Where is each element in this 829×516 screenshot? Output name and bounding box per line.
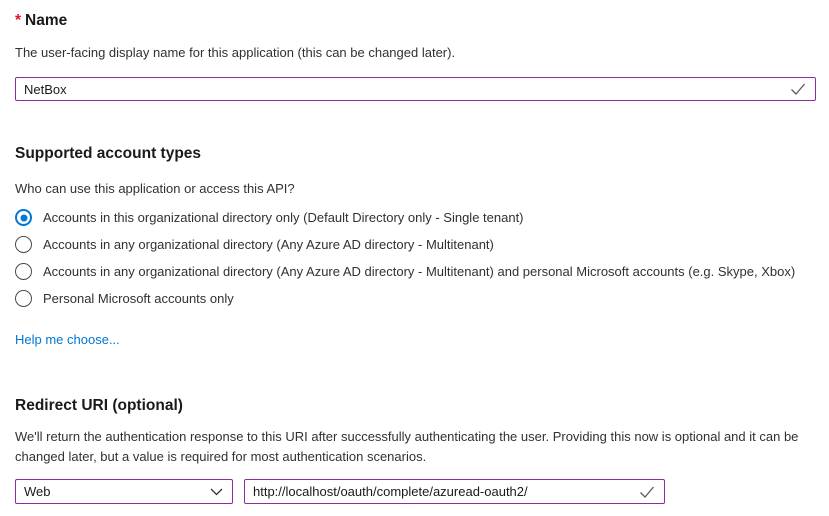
radio-button[interactable]: [15, 263, 32, 280]
name-description: The user-facing display name for this application (this can be changed later).: [15, 45, 456, 60]
chevron-down-icon: [210, 488, 223, 496]
name-title-text: Name: [25, 12, 68, 29]
radio-label: Personal Microsoft accounts only: [43, 290, 234, 306]
help-me-choose-link[interactable]: Help me choose...: [15, 332, 120, 347]
required-asterisk: *: [15, 12, 22, 29]
radio-label: Accounts in any organizational directory (Any Azure AD directory - Multitenant) and personal Microsoft accounts (e.g. Skype, Xbox): [43, 263, 796, 279]
redirect-uri-section-title: Redirect URI (optional): [15, 397, 183, 414]
radio-label: Accounts in any organizational directory (Any Azure AD directory - Multitenant): [43, 236, 494, 252]
account-types-section-title: Supported account types: [15, 145, 202, 162]
radio-button[interactable]: [15, 209, 32, 226]
platform-select[interactable]: [15, 479, 233, 504]
account-types-radio-group: [15, 209, 816, 307]
name-input[interactable]: [15, 77, 816, 101]
radio-option-single-tenant[interactable]: [15, 209, 816, 226]
name-section-title: [15, 10, 816, 31]
redirect-uri-value: http://localhost/oauth/complete/azuread-oauth2/: [253, 484, 528, 499]
account-types-question: Who can use this application or access this API?: [15, 181, 295, 196]
redirect-uri-description: We'll return the authentication response to this URI after successfully authenticating the user. Providing this now is optional and it can be changed later, but a value is required for most authentication scenarios.: [15, 429, 799, 464]
redirect-uri-row: [15, 479, 816, 504]
name-input-value: NetBox: [24, 81, 67, 97]
radio-option-personal-only[interactable]: [15, 290, 816, 307]
radio-label: Accounts in this organizational directory only (Default Directory only - Single tenant): [43, 209, 524, 225]
redirect-uri-input[interactable]: [244, 479, 665, 504]
radio-option-multitenant[interactable]: [15, 236, 816, 253]
radio-button[interactable]: [15, 290, 32, 307]
checkmark-icon: [639, 485, 655, 498]
platform-select-value: Web: [24, 484, 51, 499]
radio-option-multitenant-personal[interactable]: [15, 263, 816, 280]
radio-button[interactable]: [15, 236, 32, 253]
checkmark-icon: [790, 83, 806, 96]
